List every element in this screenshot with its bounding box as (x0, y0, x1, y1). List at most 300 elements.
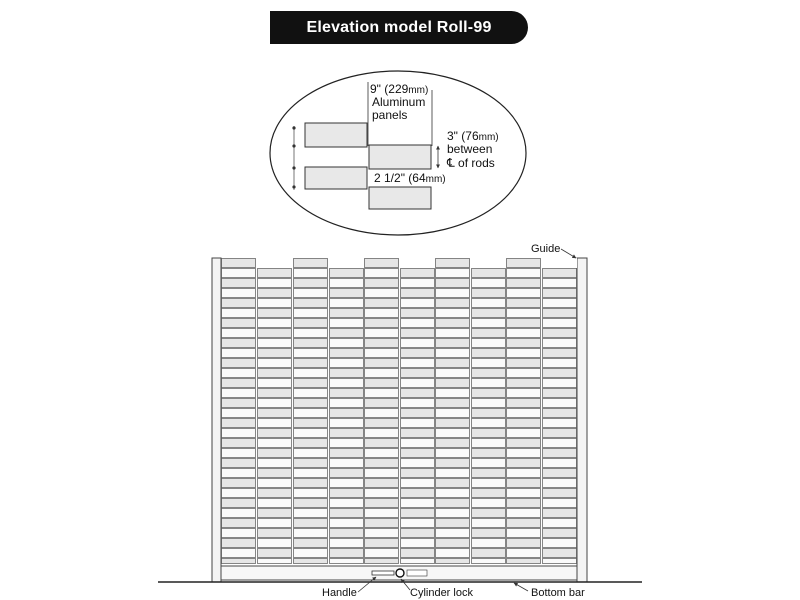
aluminum-panel (294, 509, 328, 518)
aluminum-panel (507, 399, 541, 408)
aluminum-panel (436, 549, 470, 558)
aluminum-panel (436, 479, 470, 488)
aluminum-panel (507, 539, 541, 548)
aluminum-panel (436, 439, 470, 448)
aluminum-panel (507, 369, 541, 378)
aluminum-panel (222, 489, 256, 498)
aluminum-panel (294, 289, 328, 298)
aluminum-panel (258, 499, 292, 508)
aluminum-panel (401, 359, 435, 368)
aluminum-panel (543, 439, 577, 448)
aluminum-panel (543, 369, 577, 378)
aluminum-panel (401, 519, 435, 528)
aluminum-panel (222, 329, 256, 338)
aluminum-panel (222, 279, 256, 288)
aluminum-panel (401, 429, 435, 438)
panel-detail-callout (270, 71, 526, 235)
aluminum-panel (365, 359, 399, 368)
aluminum-panel (258, 519, 292, 528)
aluminum-panel (507, 529, 541, 538)
aluminum-panel (258, 369, 292, 378)
aluminum-panel (507, 349, 541, 358)
aluminum-panel (472, 429, 506, 438)
aluminum-panel (401, 499, 435, 508)
aluminum-panel (294, 409, 328, 418)
aluminum-panel (294, 379, 328, 388)
aluminum-panel (365, 319, 399, 328)
aluminum-panel (472, 299, 506, 308)
bottom-bar-label: Bottom bar (531, 587, 585, 599)
aluminum-panel (507, 439, 541, 448)
aluminum-panel (222, 469, 256, 478)
aluminum-panel (330, 519, 364, 528)
aluminum-panel (436, 519, 470, 528)
aluminum-panel (543, 289, 577, 298)
aluminum-panel (330, 419, 364, 428)
aluminum-panel (401, 449, 435, 458)
aluminum-panel (436, 529, 470, 538)
aluminum-panel (330, 549, 364, 558)
aluminum-panel (294, 499, 328, 508)
aluminum-panel (543, 339, 577, 348)
aluminum-panel (436, 349, 470, 358)
offset-dimension-label: 2 1/2" (64mm) (374, 171, 446, 185)
aluminum-panel (365, 539, 399, 548)
aluminum-panel (330, 279, 364, 288)
aluminum-panel (507, 289, 541, 298)
aluminum-panel (472, 459, 506, 468)
aluminum-panel (365, 349, 399, 358)
aluminum-panel (472, 349, 506, 358)
aluminum-panel (294, 459, 328, 468)
aluminum-panel (294, 489, 328, 498)
aluminum-panel (436, 539, 470, 548)
grille-gap (329, 258, 364, 268)
aluminum-panel (436, 269, 470, 278)
cylinder-lock (396, 569, 404, 577)
aluminum-panel (258, 389, 292, 398)
aluminum-panel (222, 319, 256, 328)
aluminum-panel (294, 539, 328, 548)
aluminum-panel (472, 309, 506, 318)
aluminum-panel (472, 479, 506, 488)
aluminum-panel (294, 429, 328, 438)
aluminum-panel (330, 289, 364, 298)
aluminum-panel (294, 369, 328, 378)
aluminum-panel (330, 349, 364, 358)
aluminum-panel (436, 399, 470, 408)
aluminum-panel (401, 509, 435, 518)
aluminum-panel (507, 269, 541, 278)
aluminum-panel (507, 469, 541, 478)
aluminum-panel (222, 259, 256, 268)
aluminum-panel (365, 479, 399, 488)
aluminum-panel (436, 359, 470, 368)
aluminum-panel (401, 339, 435, 348)
aluminum-panel (222, 409, 256, 418)
right-guide (577, 258, 587, 582)
aluminum-panel (365, 279, 399, 288)
aluminum-panel (543, 269, 577, 278)
aluminum-panel (507, 559, 541, 564)
aluminum-panel (258, 529, 292, 538)
left-guide (212, 258, 221, 582)
aluminum-panel (330, 529, 364, 538)
aluminum-panel (258, 399, 292, 408)
aluminum-panel (401, 289, 435, 298)
aluminum-panel (543, 329, 577, 338)
aluminum-panel (258, 309, 292, 318)
detail-panel (305, 167, 367, 189)
aluminum-panel (365, 259, 399, 268)
aluminum-panel (365, 459, 399, 468)
aluminum-panel (401, 369, 435, 378)
aluminum-panel (258, 509, 292, 518)
aluminum-panel (258, 379, 292, 388)
aluminum-panel (543, 559, 577, 564)
aluminum-panel (365, 379, 399, 388)
aluminum-panel (258, 429, 292, 438)
aluminum-panel (330, 479, 364, 488)
aluminum-panel (258, 339, 292, 348)
aluminum-panel (543, 379, 577, 388)
detail-panel (369, 187, 431, 209)
aluminum-panel (472, 409, 506, 418)
aluminum-panel (330, 489, 364, 498)
aluminum-panel (330, 459, 364, 468)
aluminum-panel (507, 339, 541, 348)
aluminum-panel (543, 489, 577, 498)
handle-label: Handle (322, 587, 357, 599)
aluminum-panel (222, 459, 256, 468)
aluminum-panel (222, 389, 256, 398)
aluminum-panel (543, 469, 577, 478)
aluminum-panel (472, 329, 506, 338)
aluminum-panel (365, 559, 399, 564)
aluminum-panel (543, 299, 577, 308)
aluminum-panel (507, 489, 541, 498)
grille-elevation (158, 258, 642, 582)
aluminum-panel (222, 559, 256, 564)
aluminum-panel (401, 299, 435, 308)
aluminum-panel (436, 389, 470, 398)
aluminum-panel (507, 429, 541, 438)
aluminum-panel (222, 519, 256, 528)
aluminum-panel (294, 299, 328, 308)
aluminum-panel (472, 369, 506, 378)
aluminum-panel (365, 339, 399, 348)
aluminum-panel (330, 429, 364, 438)
grille-gap (542, 258, 577, 268)
aluminum-panel (472, 559, 506, 564)
aluminum-panel (472, 469, 506, 478)
aluminum-panel (365, 369, 399, 378)
aluminum-panel (436, 299, 470, 308)
aluminum-panel (436, 279, 470, 288)
aluminum-panel (436, 259, 470, 268)
aluminum-panel (222, 509, 256, 518)
guide-label: Guide (531, 243, 561, 255)
aluminum-panel (401, 329, 435, 338)
aluminum-panel (330, 329, 364, 338)
aluminum-panel (222, 549, 256, 558)
lock-plate (407, 570, 427, 576)
cylinder-lock-label: Cylinder lock (410, 587, 473, 599)
aluminum-panel (330, 439, 364, 448)
aluminum-panel (507, 359, 541, 368)
aluminum-panel (365, 499, 399, 508)
aluminum-panel (330, 339, 364, 348)
aluminum-panel (507, 549, 541, 558)
grille-gap (471, 258, 506, 268)
bottom-bar-leader (514, 583, 528, 591)
aluminum-panel (401, 389, 435, 398)
aluminum-panel (222, 499, 256, 508)
aluminum-panel (436, 329, 470, 338)
aluminum-panel (258, 539, 292, 548)
aluminum-panel (294, 329, 328, 338)
aluminum-panel (543, 479, 577, 488)
aluminum-panel (258, 349, 292, 358)
aluminum-panel (472, 399, 506, 408)
aluminum-panel (543, 389, 577, 398)
aluminum-panel (507, 279, 541, 288)
aluminum-panel (401, 399, 435, 408)
aluminum-panel (543, 399, 577, 408)
aluminum-panel (543, 529, 577, 538)
aluminum-panel (507, 419, 541, 428)
aluminum-panel (401, 529, 435, 538)
aluminum-panel (507, 309, 541, 318)
aluminum-panel (330, 539, 364, 548)
aluminum-panel (436, 409, 470, 418)
aluminum-panel (294, 529, 328, 538)
aluminum-panel (330, 499, 364, 508)
aluminum-panel (543, 409, 577, 418)
aluminum-panel (365, 489, 399, 498)
aluminum-panel (258, 299, 292, 308)
aluminum-panel (365, 409, 399, 418)
panel-grid (222, 258, 578, 564)
aluminum-panel (543, 429, 577, 438)
aluminum-panel (401, 479, 435, 488)
aluminum-panel (401, 419, 435, 428)
aluminum-panel (294, 549, 328, 558)
aluminum-panels-label: panels (372, 108, 408, 122)
aluminum-panel (365, 399, 399, 408)
aluminum-panel (543, 509, 577, 518)
aluminum-panel (401, 439, 435, 448)
aluminum-panel (543, 459, 577, 468)
aluminum-panel (222, 369, 256, 378)
guide-leader (561, 249, 576, 258)
aluminum-panel (401, 309, 435, 318)
aluminum-panel (543, 319, 577, 328)
aluminum-panel (507, 459, 541, 468)
aluminum-panel (294, 519, 328, 528)
aluminum-panel (258, 469, 292, 478)
aluminum-panel (401, 549, 435, 558)
aluminum-panels-label: Aluminum (372, 95, 426, 109)
aluminum-panel (507, 499, 541, 508)
aluminum-panel (330, 309, 364, 318)
aluminum-panel (294, 469, 328, 478)
aluminum-panel (436, 489, 470, 498)
aluminum-panel (294, 349, 328, 358)
aluminum-panel (401, 559, 435, 564)
aluminum-panel (401, 459, 435, 468)
aluminum-panel (330, 319, 364, 328)
aluminum-panel (401, 409, 435, 418)
aluminum-panel (294, 279, 328, 288)
aluminum-panel (543, 279, 577, 288)
aluminum-panel (330, 379, 364, 388)
detail-panel (305, 123, 367, 147)
spacing-between-label: between (447, 142, 493, 156)
aluminum-panel (543, 309, 577, 318)
aluminum-panel (436, 369, 470, 378)
aluminum-panel (258, 329, 292, 338)
aluminum-panel (258, 289, 292, 298)
aluminum-panel (401, 279, 435, 288)
aluminum-panel (507, 449, 541, 458)
aluminum-panel (507, 329, 541, 338)
aluminum-panel (365, 439, 399, 448)
aluminum-panel (222, 269, 256, 278)
aluminum-panel (222, 429, 256, 438)
aluminum-panel (472, 279, 506, 288)
aluminum-panel (330, 449, 364, 458)
aluminum-panel (294, 309, 328, 318)
aluminum-panel (222, 349, 256, 358)
aluminum-panel (365, 449, 399, 458)
aluminum-panel (472, 499, 506, 508)
aluminum-panel (365, 329, 399, 338)
aluminum-panel (401, 319, 435, 328)
aluminum-panel (436, 449, 470, 458)
aluminum-panel (294, 319, 328, 328)
aluminum-panel (507, 299, 541, 308)
aluminum-panel (294, 439, 328, 448)
aluminum-panel (258, 419, 292, 428)
detail-panel (369, 145, 431, 169)
aluminum-panel (436, 379, 470, 388)
aluminum-panel (258, 319, 292, 328)
aluminum-panel (436, 429, 470, 438)
aluminum-panel (330, 299, 364, 308)
aluminum-panel (294, 339, 328, 348)
aluminum-panel (330, 399, 364, 408)
aluminum-panel (294, 359, 328, 368)
aluminum-panel (401, 269, 435, 278)
aluminum-panel (294, 479, 328, 488)
aluminum-panel (472, 269, 506, 278)
aluminum-panel (472, 419, 506, 428)
aluminum-panel (401, 489, 435, 498)
aluminum-panel (436, 339, 470, 348)
aluminum-panel (472, 519, 506, 528)
aluminum-panel (436, 469, 470, 478)
aluminum-panel (543, 519, 577, 528)
aluminum-panel (507, 379, 541, 388)
aluminum-panel (330, 269, 364, 278)
aluminum-panel (222, 359, 256, 368)
aluminum-panel (222, 379, 256, 388)
aluminum-panel (330, 389, 364, 398)
aluminum-panel (472, 379, 506, 388)
centerline-of-rods-label: ℄ of rods (447, 156, 495, 170)
aluminum-panel (472, 319, 506, 328)
aluminum-panel (543, 539, 577, 548)
aluminum-panel (365, 519, 399, 528)
aluminum-panel (222, 299, 256, 308)
aluminum-panel (472, 449, 506, 458)
aluminum-panel (365, 419, 399, 428)
aluminum-panel (472, 389, 506, 398)
aluminum-panel (472, 549, 506, 558)
aluminum-panel (365, 429, 399, 438)
aluminum-panel (222, 339, 256, 348)
aluminum-panel (507, 319, 541, 328)
aluminum-panel (258, 449, 292, 458)
aluminum-panel (294, 389, 328, 398)
aluminum-panel (294, 559, 328, 564)
aluminum-panel (222, 309, 256, 318)
aluminum-panel (543, 349, 577, 358)
aluminum-panel (258, 559, 292, 564)
aluminum-panel (507, 479, 541, 488)
aluminum-panel (258, 409, 292, 418)
aluminum-panel (294, 399, 328, 408)
aluminum-panel (472, 339, 506, 348)
aluminum-panel (258, 489, 292, 498)
aluminum-panel (365, 299, 399, 308)
aluminum-panel (294, 269, 328, 278)
aluminum-panel (436, 499, 470, 508)
aluminum-panel (543, 359, 577, 368)
aluminum-panel (436, 459, 470, 468)
aluminum-panel (330, 509, 364, 518)
aluminum-panel (507, 509, 541, 518)
aluminum-panel (436, 309, 470, 318)
aluminum-panel (436, 319, 470, 328)
aluminum-panel (472, 509, 506, 518)
aluminum-panel (222, 289, 256, 298)
aluminum-panel (507, 259, 541, 268)
aluminum-panel (401, 539, 435, 548)
aluminum-panel (543, 449, 577, 458)
aluminum-panel (365, 469, 399, 478)
aluminum-panel (472, 289, 506, 298)
aluminum-panel (222, 439, 256, 448)
aluminum-panel (258, 269, 292, 278)
aluminum-panel (222, 449, 256, 458)
aluminum-panel (365, 269, 399, 278)
aluminum-panel (507, 409, 541, 418)
spacing-dimension-label: 3" (76mm) (447, 129, 499, 143)
aluminum-panel (507, 519, 541, 528)
aluminum-panel (330, 359, 364, 368)
aluminum-panel (258, 279, 292, 288)
cylinder-lock-leader (401, 579, 410, 590)
aluminum-panel (222, 399, 256, 408)
aluminum-panel (436, 419, 470, 428)
aluminum-panel (258, 359, 292, 368)
aluminum-panel (294, 449, 328, 458)
aluminum-panel (543, 549, 577, 558)
aluminum-panel (472, 489, 506, 498)
aluminum-panel (258, 479, 292, 488)
